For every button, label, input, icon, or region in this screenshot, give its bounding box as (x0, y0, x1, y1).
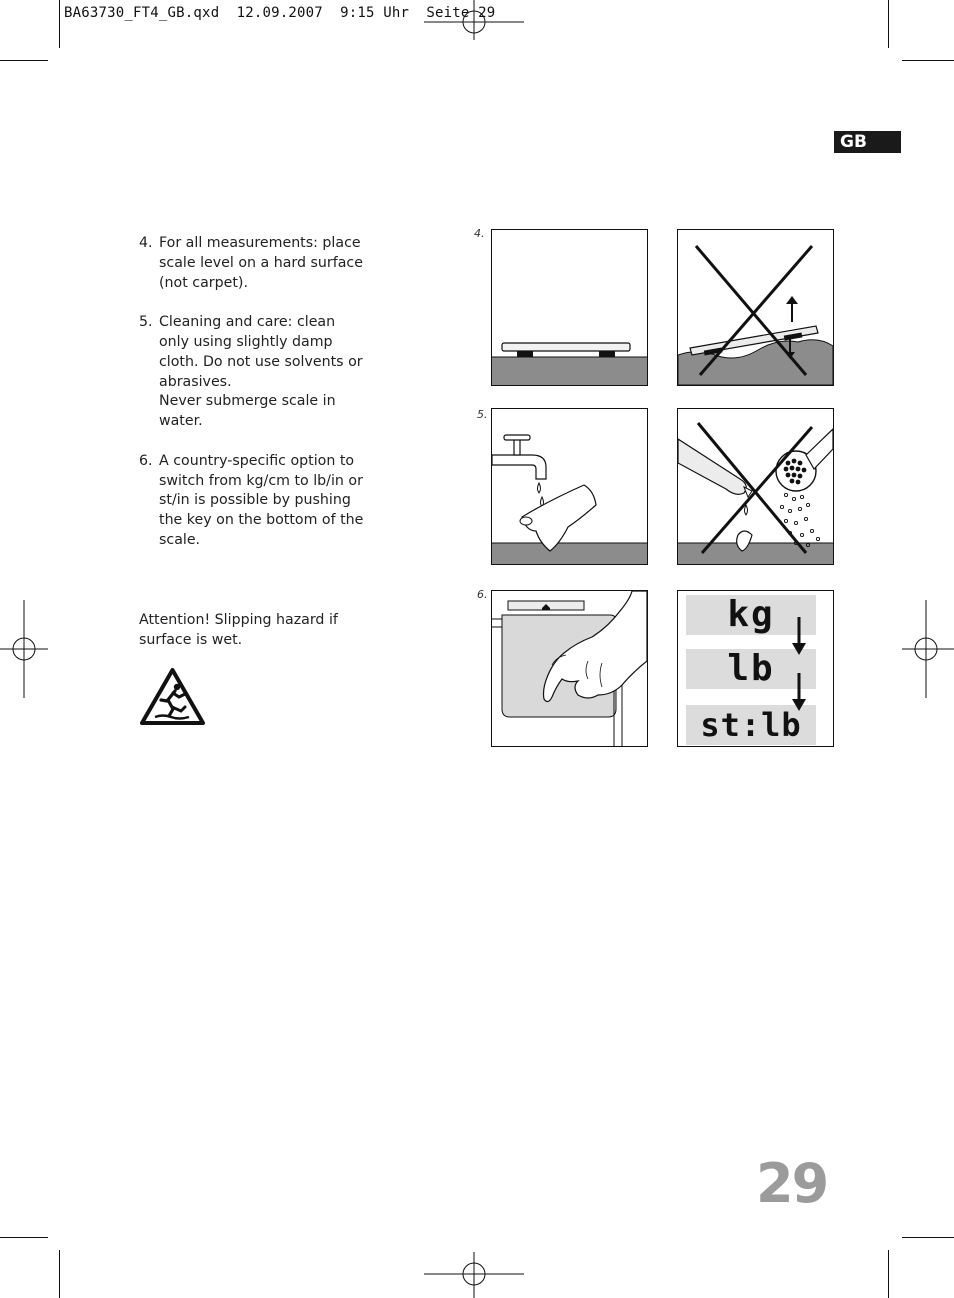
step-5 (139, 313, 369, 432)
step-text-warning: Never submerge scale in water. (159, 393, 336, 430)
display-unit-label: kg (727, 594, 775, 635)
figure-damp-cloth-cleaning (491, 408, 648, 565)
step-number: 5. (139, 314, 153, 331)
registration-mark-bottom (424, 1252, 524, 1298)
page-number: 29 (756, 1152, 828, 1215)
figure-scale-on-carpet-crossed (677, 229, 834, 386)
figure-label-4: 4. (474, 227, 485, 240)
step-text: A country-specific option to switch from kg/cm to lb/in or st/in is possible by pushing the key on the bottom of the scale. (159, 452, 364, 548)
step-number: 4. (139, 235, 153, 251)
figure-label-6: 6. (477, 588, 488, 601)
print-slug: BA63730_FT4_GB.qxd 12.09.2007 9:15 Uhr Seite 29 (64, 5, 496, 21)
step-4 (139, 234, 369, 293)
figure-unit-switch-key (491, 590, 648, 747)
registration-mark-left (0, 600, 48, 698)
figure-no-solvents-crossed (677, 408, 834, 565)
figure-unit-display-sequence (677, 590, 834, 747)
registration-mark-top (424, 0, 524, 40)
step-number: 6. (139, 452, 153, 469)
instruction-steps (139, 234, 369, 571)
attention-note: Attention! Slipping hazard if surface is wet. (139, 612, 338, 648)
figure-scale-on-hard-floor (491, 229, 648, 386)
display-unit-label: lb (727, 648, 775, 689)
step-text: For all measurements: place scale level on a hard surface (not carpet). (159, 235, 363, 291)
arrow-down-icon (790, 617, 808, 657)
step-6 (139, 452, 369, 551)
display-unit-label: st:lb (700, 706, 802, 744)
slip-hazard-warning-icon (139, 667, 206, 726)
figure-label-5: 5. (477, 408, 488, 421)
language-tab: GB (834, 131, 901, 153)
arrow-down-icon (790, 673, 808, 713)
registration-mark-right (902, 600, 954, 698)
step-text: Cleaning and care: clean only using slightly damp cloth. Do not use solvents or abrasives. (159, 314, 363, 390)
